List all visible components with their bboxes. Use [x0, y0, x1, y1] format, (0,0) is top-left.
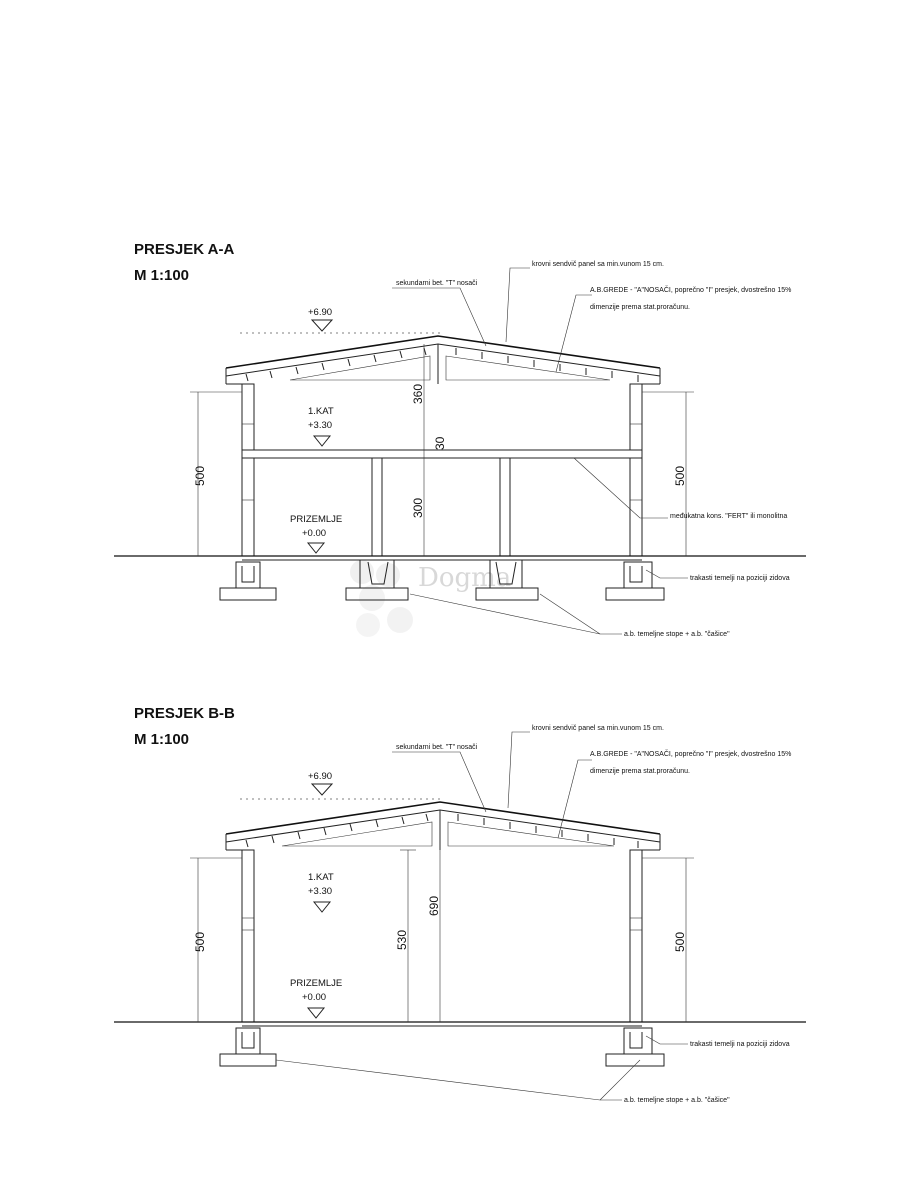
section-b-level-1-name: 1.KAT — [308, 872, 334, 883]
section-b — [114, 705, 806, 1104]
svg-text:500: 500 — [193, 465, 207, 486]
section-b-level-1-value: +3.30 — [308, 886, 333, 897]
section-a-note-panel: krovni sendvič panel sa min.vunom 15 cm. — [532, 261, 664, 268]
section-a-floor-slab — [242, 450, 642, 458]
section-a-scale: M 1:100 — [134, 267, 190, 284]
section-b-note-secondary: sekundarni bet. "T" nosači — [396, 744, 478, 751]
svg-text:500: 500 — [193, 931, 207, 952]
section-b-level-ground-name: PRIZEMLJE — [290, 978, 343, 989]
section-b-level-1-marker — [314, 902, 330, 912]
section-b-note-dimensions: dimenzije prema stat.proračunu. — [590, 768, 690, 775]
section-b-foundation-right — [606, 1028, 664, 1066]
section-b-level-ground-value: +0.00 — [302, 992, 327, 1003]
section-b-leaders — [276, 732, 688, 1100]
section-a-note-footings: a.b. temeljne stope + a.b. "čašice" — [624, 631, 730, 638]
section-b-level-ground-marker — [308, 1008, 324, 1018]
watermark-logo — [350, 560, 413, 637]
svg-text:690: 690 — [427, 895, 441, 916]
svg-text:30: 30 — [433, 436, 447, 450]
section-b-level-top-marker — [312, 784, 332, 795]
section-a-note-girders: A.B.GREDE - "A"NOSAČI, poprečno "I" presjek, dvostrešno 15% — [590, 287, 792, 294]
section-a-right-wall — [630, 384, 642, 556]
section-a-level-ground-value: +0.00 — [302, 528, 327, 539]
section-b-dim-right — [642, 858, 694, 1022]
section-a-note-strip: trakasti temelji na poziciji zidova — [690, 575, 790, 582]
section-a-level-1-marker — [314, 436, 330, 446]
section-a-note-dimensions: dimenzije prema stat.proračunu. — [590, 304, 690, 311]
svg-text:360: 360 — [411, 383, 425, 404]
svg-text:500: 500 — [673, 931, 687, 952]
svg-text:530: 530 — [395, 929, 409, 950]
section-b-right-wall — [630, 850, 642, 1022]
section-b-dim-inner — [395, 850, 416, 1022]
section-a-title: PRESJEK A-A — [134, 241, 235, 258]
section-b-note-panel: krovni sendvič panel sa min.vunom 15 cm. — [532, 725, 664, 732]
section-b-note-footings: a.b. temeljne stope + a.b. "čašice" — [624, 1097, 730, 1104]
section-b-note-girders: A.B.GREDE - "A"NOSAČI, poprečno "I" presjek, dvostrešno 15% — [590, 751, 792, 758]
section-a-left-wall — [242, 384, 254, 556]
section-b-roof — [226, 802, 660, 850]
section-b-level-top: +6.90 — [308, 771, 333, 782]
section-a-column-2 — [500, 458, 510, 556]
section-a-dim-right — [642, 392, 694, 556]
section-a-foundation-right — [606, 562, 664, 600]
section-b-title: PRESJEK B-B — [134, 705, 235, 722]
section-a-level-top: +6.90 — [308, 307, 333, 318]
watermark-text: Dogma — [418, 563, 512, 593]
section-b-foundation-left — [220, 1028, 276, 1066]
svg-text:300: 300 — [411, 497, 425, 518]
section-a-level-ground-name: PRIZEMLJE — [290, 514, 343, 525]
section-a-level-1-value: +3.30 — [308, 420, 333, 431]
section-b-note-strip: trakasti temelji na poziciji zidova — [690, 1041, 790, 1048]
section-a-level-top-marker — [312, 320, 332, 331]
section-a-note-floor: međukatna kons. "FERT" ili monolitna — [670, 513, 788, 520]
section-b-scale: M 1:100 — [134, 731, 190, 748]
section-a-roof — [226, 336, 660, 384]
section-b-dim-total — [427, 810, 441, 1022]
section-a-column-1 — [372, 458, 382, 556]
section-a-note-secondary: sekundarni bet. "T" nosači — [396, 280, 478, 287]
section-a-foundation-left — [220, 562, 276, 600]
section-a-level-1-name: 1.KAT — [308, 406, 334, 417]
section-a-dim-left — [190, 392, 242, 556]
section-b-left-wall — [242, 850, 254, 1022]
section-a-level-ground-marker — [308, 543, 324, 553]
section-b-dim-left — [190, 858, 242, 1022]
svg-text:500: 500 — [673, 465, 687, 486]
